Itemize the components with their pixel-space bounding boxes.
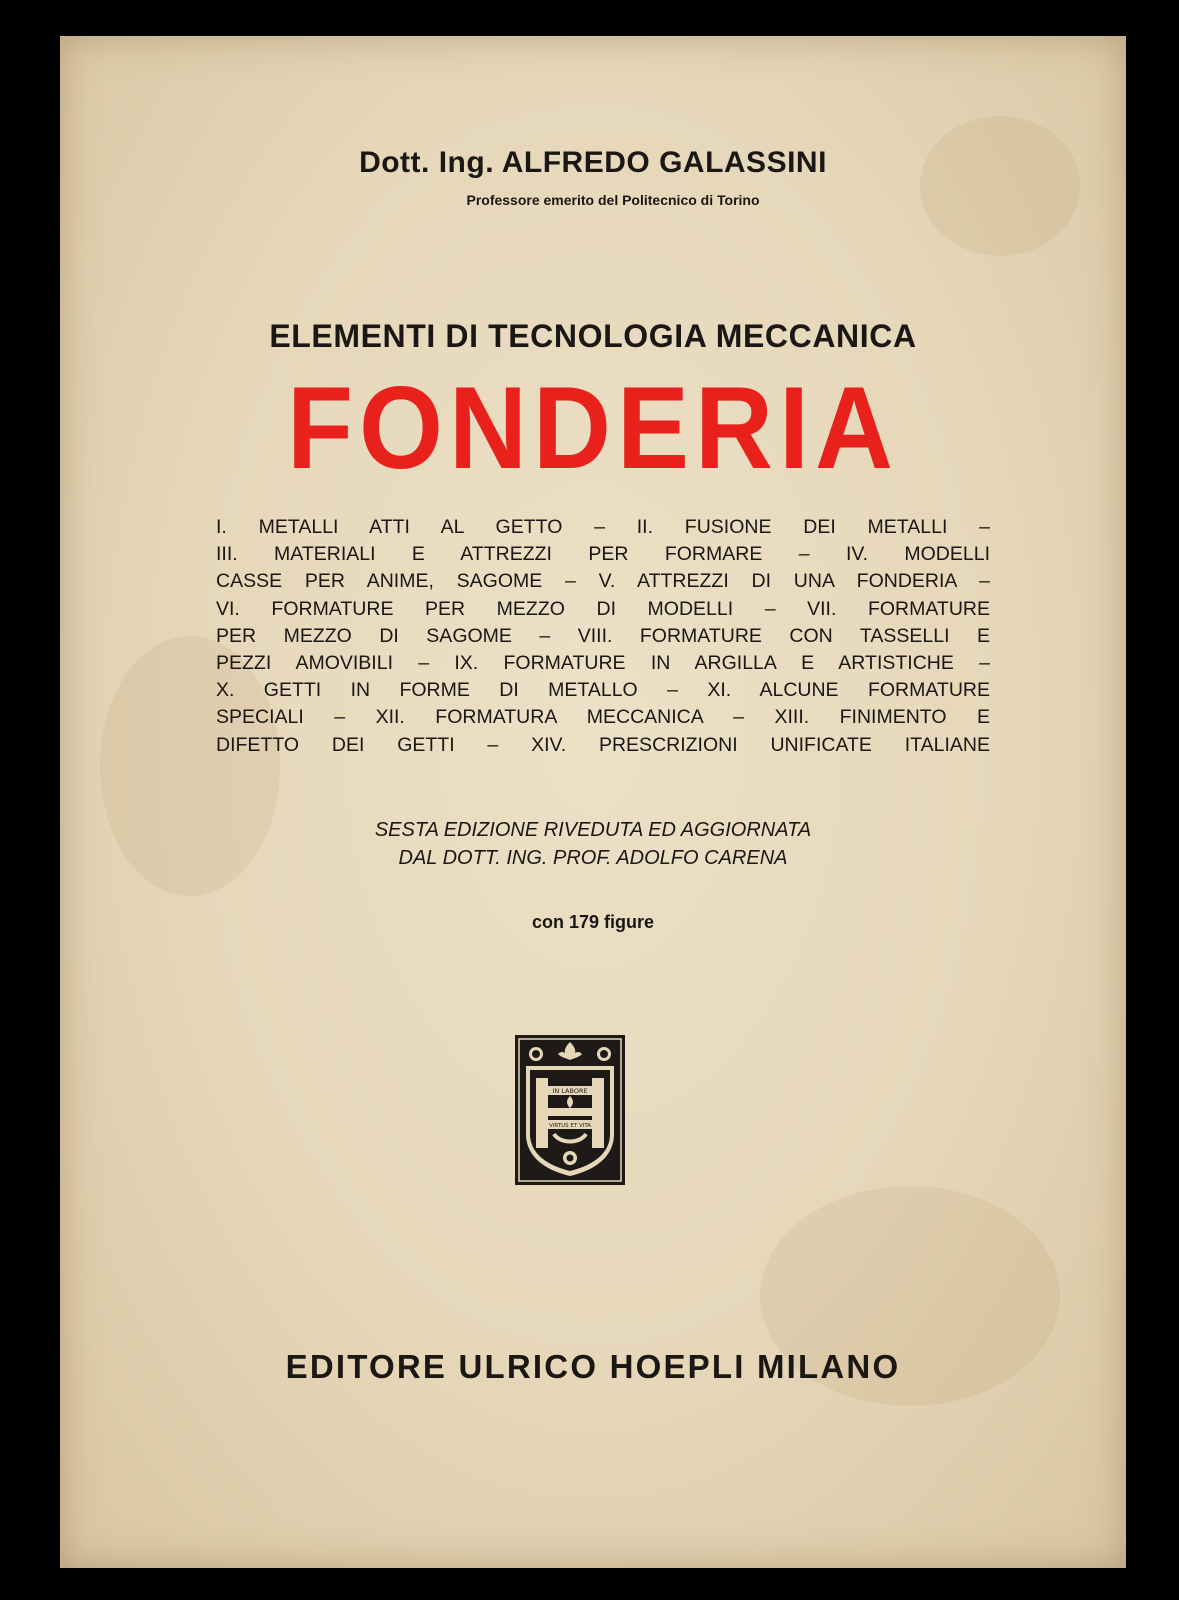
contents-line: I. METALLI ATTI AL GETTO – II. FUSIONE DEI METALLI – — [216, 516, 990, 538]
figures-count: con 179 figure — [531, 912, 655, 932]
author-name: Dott. Ing. ALFREDO GALASSINI — [359, 146, 827, 179]
edition-note-line-2: DAL DOTT. ING. PROF. ADOLFO CARENA — [398, 847, 788, 869]
contents-line: PEZZI AMOVIBILI – IX. FORMATURE IN ARGILLA E ARTISTICHE – — [216, 652, 990, 675]
paper-stain — [920, 116, 1080, 256]
contents-line: VI. FORMATURE PER MEZZO DI MODELLI – VII. FORMATURE — [216, 597, 990, 620]
contents-line: DIFETTO DEI GETTI – XIV. PRESCRIZIONI UNIFICATE ITALIANE — [216, 733, 990, 756]
svg-text:IN LABORE: IN LABORE — [552, 1087, 588, 1095]
publisher-name: EDITORE ULRICO HOEPLI MILANO — [285, 1348, 901, 1385]
contents-line: III. MATERIALI E ATTREZZI PER FORMARE – IV. MODELLI — [216, 543, 990, 566]
svg-text:VIRTUS ET VITA: VIRTUS ET VITA — [548, 1123, 592, 1129]
book-cover — [60, 36, 1126, 1568]
publisher-crest-icon — [514, 1034, 626, 1186]
edition-note-line-1: SESTA EDIZIONE RIVEDUTA ED AGGIORNATA — [374, 819, 812, 841]
series-title: ELEMENTI DI TECNOLOGIA MECCANICA — [269, 318, 917, 354]
contents-line: PER MEZZO DI SAGOME – VIII. FORMATURE CON TASSELLI E — [216, 624, 990, 647]
contents-line: SPECIALI – XII. FORMATURA MECCANICA – XIII. FINIMENTO E — [216, 706, 990, 729]
contents-line: X. GETTI IN FORME DI METALLO – XI. ALCUNE FORMATURE — [216, 679, 990, 702]
author-subtitle: Professore emerito del Politecnico di Torino — [466, 192, 760, 208]
table-of-contents — [216, 514, 990, 759]
book-title: FONDERIA — [287, 362, 899, 493]
contents-line: CASSE PER ANIME, SAGOME – V. ATTREZZI DI UNA FONDERIA – — [216, 570, 990, 593]
